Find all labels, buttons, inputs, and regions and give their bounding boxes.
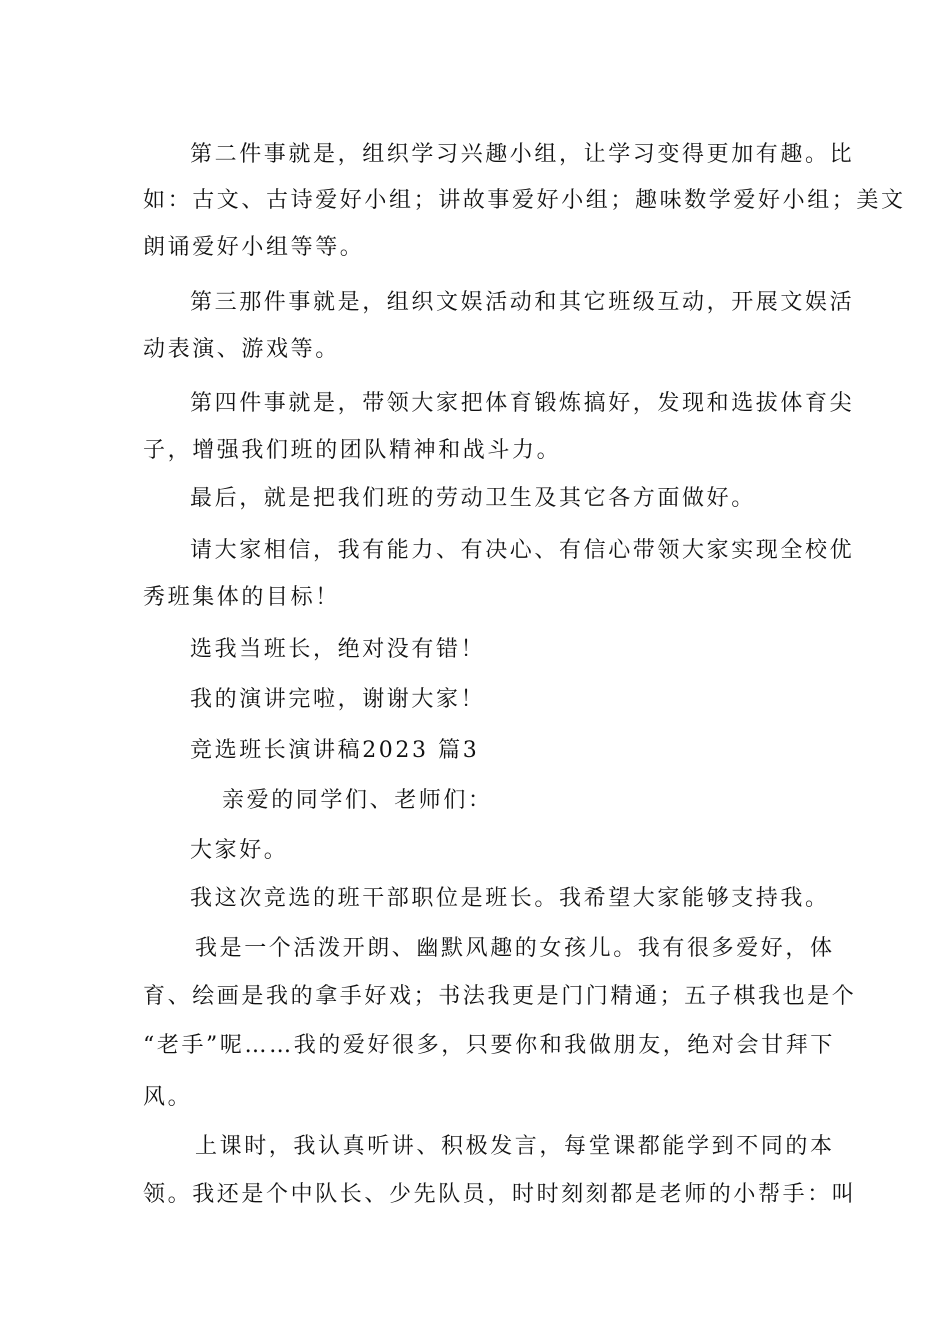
paragraph-line: 第四件事就是，带领大家把体育锻炼搞好，发现和选拔体育尖	[190, 391, 855, 416]
paragraph-line: 最后，就是把我们班的劳动卫生及其它各方面做好。	[190, 486, 756, 511]
paragraph-line: 我是一个活泼开朗、幽默风趣的女孩儿。我有很多爱好，体	[195, 936, 835, 961]
paragraph-line: 选我当班长，绝对没有错！	[190, 637, 486, 662]
paragraph-line: 领。我还是个中队长、少先队员，时时刻刻都是老师的小帮手：叫	[143, 1182, 857, 1207]
paragraph-line: 请大家相信，我有能力、有决心、有信心带领大家实现全校优	[190, 538, 855, 563]
section-heading: 竞选班长演讲稿2023 篇3	[190, 738, 480, 763]
paragraph-line: “老手”呢……我的爱好很多，只要你和我做朋友，绝对会甘拜下	[143, 1033, 835, 1058]
paragraph-line: 上课时，我认真听讲、积极发言，每堂课都能学到不同的本	[195, 1134, 835, 1159]
paragraph-line: 第二件事就是，组织学习兴趣小组，让学习变得更加有趣。比	[190, 142, 855, 167]
paragraph-line: 朗诵爱好小组等等。	[143, 235, 365, 260]
paragraph-line: 秀班集体的目标！	[143, 585, 340, 610]
salutation: 亲爱的同学们、老师们：	[222, 788, 493, 813]
paragraph-line: 子，增强我们班的团队精神和战斗力。	[143, 438, 562, 463]
greeting: 大家好。	[190, 838, 289, 863]
paragraph-line: 育、绘画是我的拿手好戏；书法我更是门门精通；五子棋我也是个	[143, 984, 857, 1009]
paragraph-line: 风。	[143, 1085, 193, 1110]
paragraph-line: 动表演、游戏等。	[143, 337, 340, 362]
paragraph-line: 第三那件事就是，组织文娱活动和其它班级互动，开展文娱活	[190, 290, 855, 315]
paragraph-line: 我的演讲完啦，谢谢大家！	[190, 687, 486, 712]
paragraph-line: 我这次竞选的班干部职位是班长。我希望大家能够支持我。	[190, 886, 830, 911]
paragraph-line: 如：古文、古诗爱好小组；讲故事爱好小组；趣味数学爱好小组；美文	[143, 188, 906, 213]
